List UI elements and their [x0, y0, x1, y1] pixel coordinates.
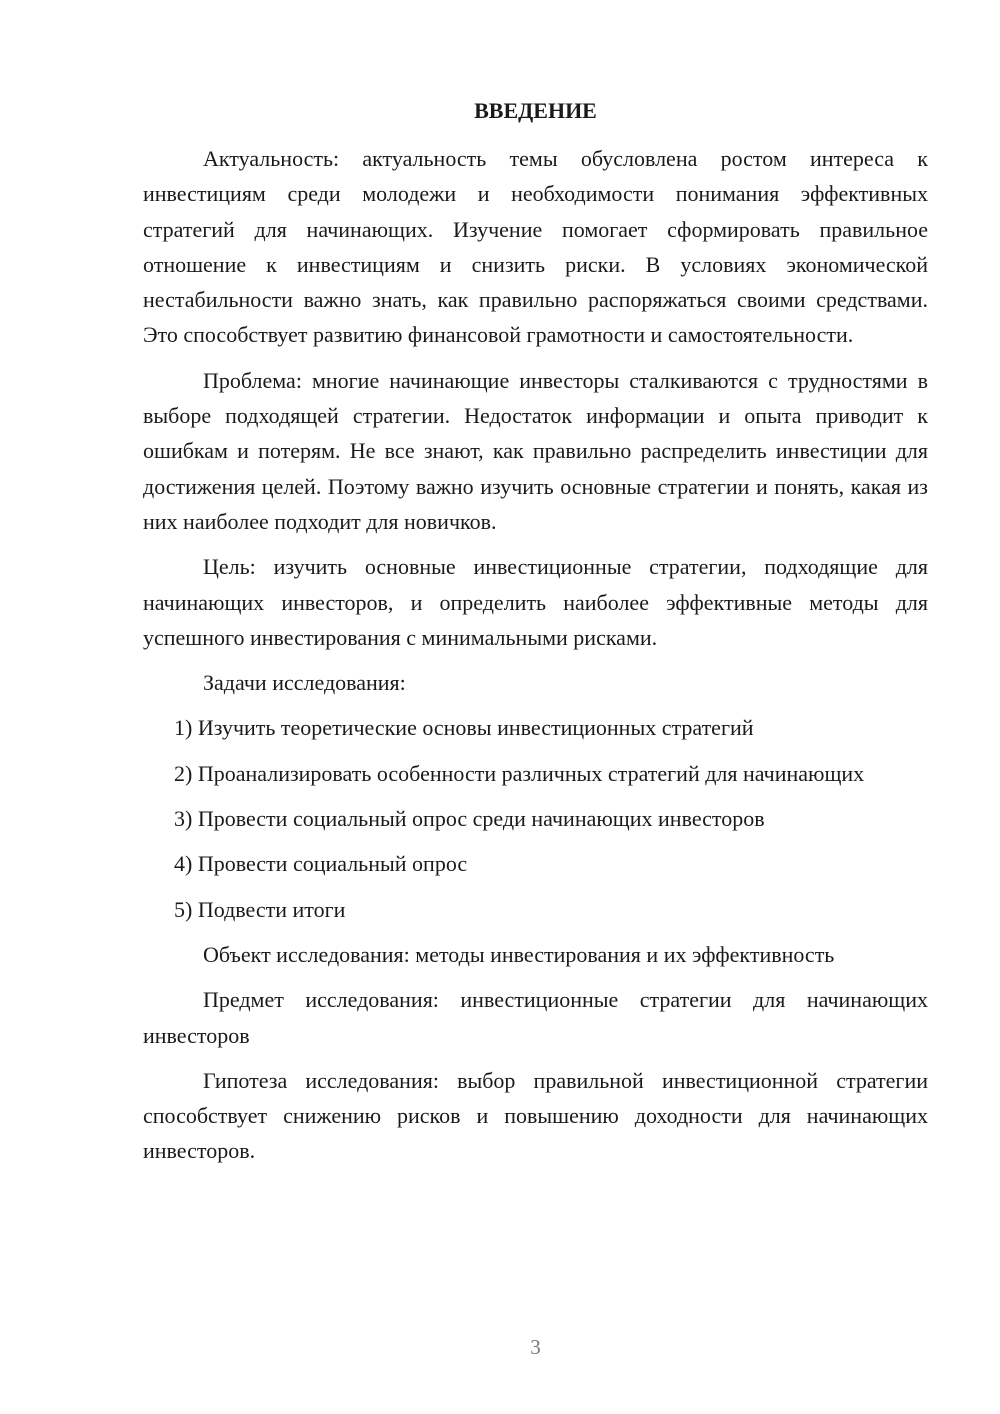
page-number: 3: [530, 1335, 541, 1359]
task-item-1: 1) Изучить теоретические основы инвестиционных стратегий: [174, 715, 754, 741]
hypothesis-paragraph: Гипотеза исследования: выбор правильной инвестиционной стратегии способствует снижению рисков и повышению доходности для начинающих инвесторов.: [143, 1067, 928, 1164]
goal-paragraph: Цель: изучить основные инвестиционные стратегии, подходящие для начинающих инвесторов, и определить наиболее эффективные методы для успешного инвестирования с минимальными рисками.: [143, 554, 928, 650]
subject-paragraph: Предмет исследования: инвестиционные стратегии для начинающих инвесторов: [143, 987, 928, 1048]
page-title: ВВЕДЕНИЕ: [474, 98, 597, 123]
document-page: [143, 0, 928, 1414]
object-paragraph: Объект исследования: методы инвестирования и их эффективность: [203, 941, 835, 967]
task-item-5: 5) Подвести итоги: [174, 896, 346, 922]
tasks-heading: Задачи исследования:: [203, 670, 406, 696]
task-item-2: 2) Проанализировать особенности различных стратегий для начинающих: [174, 760, 865, 786]
problem-paragraph: Проблема: многие начинающие инвесторы сталкиваются с трудностями в выборе подходящей стратегии. Недостаток информации и опыта приводит к ошибкам и потерям. Не все знают, как правильно распределить инвестиции для достижения целей. Поэтому важно изучить основные стратегии и понять, какая из них наиболее подходит для новичков.: [143, 367, 928, 534]
task-item-3: 3) Провести социальный опрос среди начинающих инвесторов: [174, 806, 765, 832]
task-item-4: 4) Провести социальный опрос: [174, 851, 468, 877]
relevance-paragraph: Актуальность: актуальность темы обусловлена ростом интереса к инвестициям среди молодежи и необходимости понимания эффективных стратегий для начинающих. Изучение помогает сформировать правильное отношение к инвестициям и снизить риски. В условиях экономической нестабильности важно знать, как правильно распоряжаться своими средствами. Это способствует развитию финансовой грамотности и самостоятельности.: [143, 146, 928, 348]
document-body: [143, 141, 928, 1179]
